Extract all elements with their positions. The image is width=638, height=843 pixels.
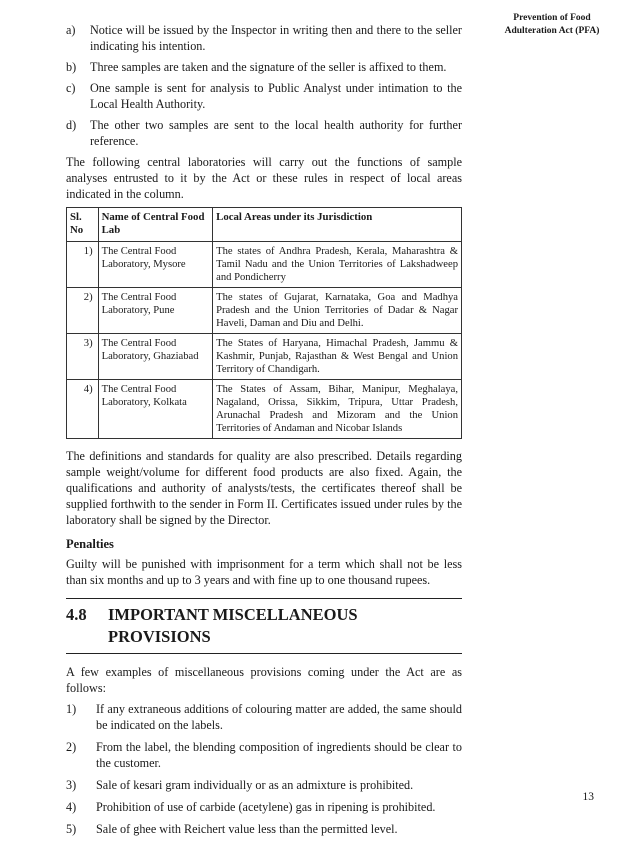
section-intro: A few examples of miscellaneous provisions coming under the Act are as follows: <box>66 665 462 695</box>
laboratories-table <box>66 207 462 439</box>
penalties-text: Guilty will be punished with imprisonment for a term which shall not be less than six months and up to 3 years and with fine up to one thousand rupees. <box>66 557 462 587</box>
list-item <box>66 821 462 837</box>
cell-lab: The Central Food Laboratory, Pune <box>98 288 213 334</box>
table-row <box>67 242 462 288</box>
table-row <box>67 288 462 334</box>
cell-sl: 2) <box>67 288 99 334</box>
cell-lab: The Central Food Laboratory, Kolkata <box>98 380 213 439</box>
list-text: One sample is sent for analysis to Public Analyst under intimation to the Local Health Authority. <box>90 81 462 111</box>
cell-lab: The Central Food Laboratory, Ghaziabad <box>98 334 213 380</box>
section-title: IMPORTANT MISCELLANEOUS PROVISIONS <box>108 605 358 646</box>
list-marker: 4) <box>66 800 77 814</box>
list-item <box>66 117 462 149</box>
list-item <box>66 777 462 793</box>
section-bottom-rule <box>66 653 462 654</box>
list-item <box>66 22 462 54</box>
table-row <box>67 380 462 439</box>
list-marker: 1) <box>66 702 77 716</box>
list-text: If any extraneous additions of colouring matter are added, the same should be indicated on the labels. <box>96 702 462 732</box>
header-areas: Local Areas under its Jurisdiction <box>213 208 462 242</box>
intro-paragraph: The following central laboratories will carry out the functions of sample analyses entrusted to it by the Act or these rules in respect of local areas indicated in the column. <box>66 155 462 201</box>
table-header-row <box>67 208 462 242</box>
running-head <box>487 12 617 38</box>
header-lab: Name of Central Food Lab <box>98 208 213 242</box>
running-head-line2: Adulteration Act (PFA) <box>504 26 600 36</box>
table-row <box>67 334 462 380</box>
page-number: 13 <box>582 791 594 803</box>
list-text: Sale of kesari gram individually or as an admixture is prohibited. <box>96 778 414 792</box>
list-text: The other two samples are sent to the local health authority for further reference. <box>90 118 462 148</box>
cell-sl: 4) <box>67 380 99 439</box>
list-item <box>66 799 462 815</box>
cell-areas: The states of Gujarat, Karnataka, Goa and Madhya Pradesh and the Union Territories of Dadar & Nagar Haveli, Daman and Diu and Delhi. <box>213 288 462 334</box>
list-marker: c) <box>66 81 76 95</box>
cell-sl: 3) <box>67 334 99 380</box>
definitions-paragraph: The definitions and standards for quality are also prescribed. Details regarding sample weight/volume for different food products are also fixed. Again, the qualifications and authority of analysts/tests, the certificates thereof shall be supplied forthwith to the sender in Form II. Certificates issued under rules by the laboratory shall be signed by the Director. <box>66 449 462 527</box>
list-marker: 3) <box>66 778 77 792</box>
penalties-heading: Penalties <box>66 537 114 551</box>
main-column <box>66 22 462 843</box>
list-text: From the label, the blending composition of ingredients should be clear to the customer. <box>96 740 462 770</box>
lettered-list <box>66 22 462 149</box>
list-marker: d) <box>66 118 77 132</box>
list-item <box>66 739 462 771</box>
section-number: 4.8 <box>66 605 87 624</box>
cell-sl: 1) <box>67 242 99 288</box>
list-text: Three samples are taken and the signature of the seller is affixed to them. <box>90 60 447 74</box>
header-sl: Sl. No <box>67 208 99 242</box>
list-marker: b) <box>66 60 77 74</box>
list-text: Sale of ghee with Reichert value less than the permitted level. <box>96 822 398 836</box>
list-marker: 2) <box>66 740 77 754</box>
cell-areas: The States of Assam, Bihar, Manipur, Meghalaya, Nagaland, Orissa, Sikkim, Tripura, Uttar Pradesh, Arunachal Pradesh and Mizoram and the Union Territories of Andaman and Nicobar Islands <box>213 380 462 439</box>
list-marker: 5) <box>66 822 77 836</box>
list-item <box>66 80 462 112</box>
list-marker: a) <box>66 23 76 37</box>
list-text: Notice will be issued by the Inspector in writing then and there to the seller indicating his intention. <box>90 23 462 53</box>
list-item <box>66 701 462 733</box>
section-heading <box>66 599 462 653</box>
cell-areas: The States of Haryana, Himachal Pradesh, Jammu & Kashmir, Punjab, Rajasthan & West Bengal and Union Territory of Chandigarh. <box>213 334 462 380</box>
numbered-list <box>66 701 462 837</box>
cell-lab: The Central Food Laboratory, Mysore <box>98 242 213 288</box>
running-head-line1: Prevention of Food <box>513 13 591 23</box>
cell-areas: The states of Andhra Pradesh, Kerala, Maharashtra & Tamil Nadu and the Union Territories of Lakshadweep and Pondicherry <box>213 242 462 288</box>
list-item <box>66 59 462 75</box>
list-text: Prohibition of use of carbide (acetylene) gas in ripening is prohibited. <box>96 800 436 814</box>
